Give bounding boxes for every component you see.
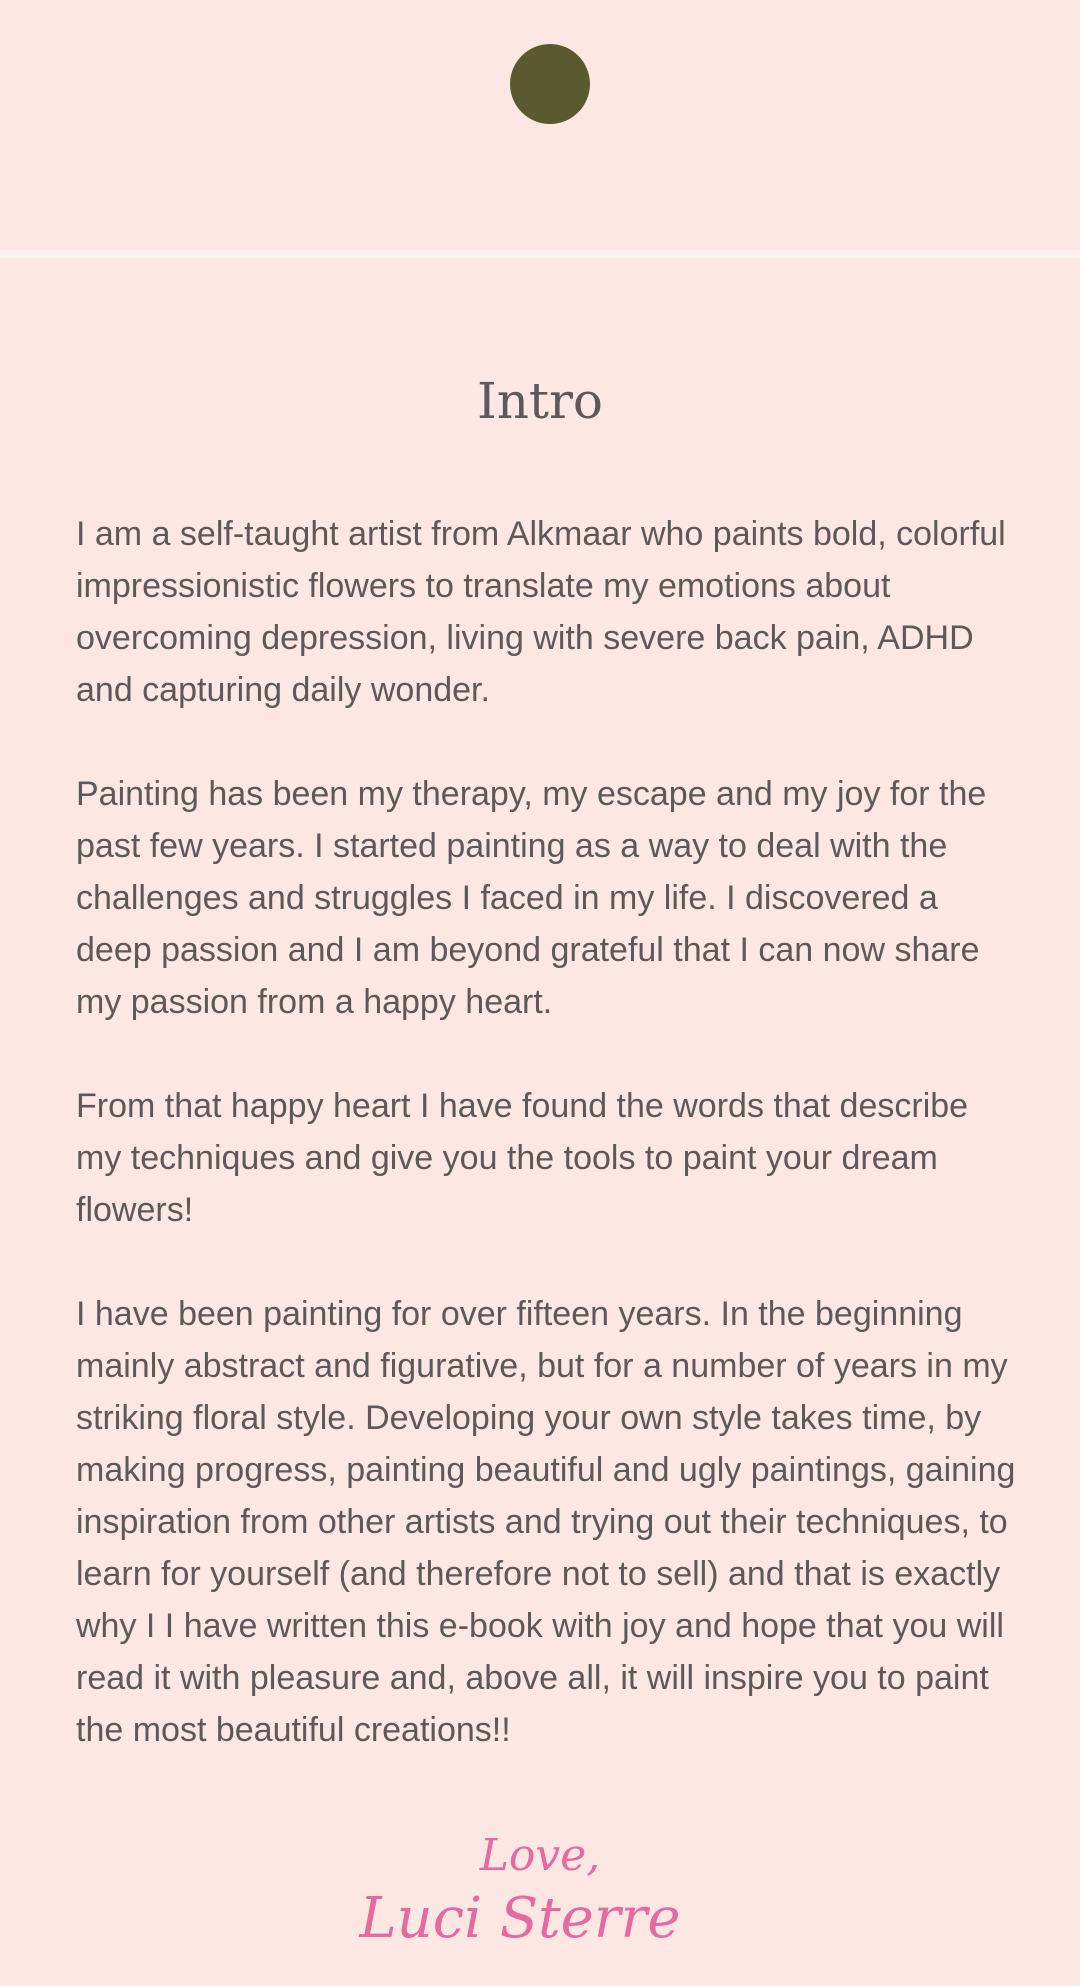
intro-content — [76, 508, 1020, 1756]
logo-dot-icon[interactable] — [510, 44, 590, 124]
page-title: Intro — [476, 372, 604, 430]
header-divider — [0, 250, 1080, 258]
intro-paragraph: From that happy heart I have found the words that describe my techniques and give you the tools to paint your dream flowers! — [76, 1087, 969, 1229]
intro-paragraph: I have been painting for over fifteen years. In the beginning mainly abstract and figurative, but for a number of years in my striking floral style. Developing your own style takes time, by making progress, painting beautiful and ugly paintings, gaining inspiration from other artists and trying out their techniques, to learn for yourself (and therefore not to sell) and that is exactly why I I have written this e-book with joy and hope that you will read it with pleasure and, above all, it will inspire you to paint the most beautiful creations!! — [76, 1295, 1016, 1749]
page-header — [0, 0, 1080, 250]
intro-paragraph: Painting has been my therapy, my escape and my joy for the past few years. I started painting as a way to deal with the challenges and struggles I faced in my life. I discovered a deep passion and I am beyond grateful that I can now share my passion from a happy heart. — [76, 775, 987, 1021]
signature — [340, 1812, 740, 1962]
signature-graphic — [340, 1812, 740, 1962]
signature-line-2: Luci Sterre — [359, 1886, 681, 1951]
signature-line-1: Love, — [479, 1830, 601, 1881]
intro-paragraph: I am a self-taught artist from Alkmaar who paints bold, colorful impressionistic flowers to translate my emotions about overcoming depression, living with severe back pain, ADHD and capturing daily wonder. — [76, 515, 1006, 709]
